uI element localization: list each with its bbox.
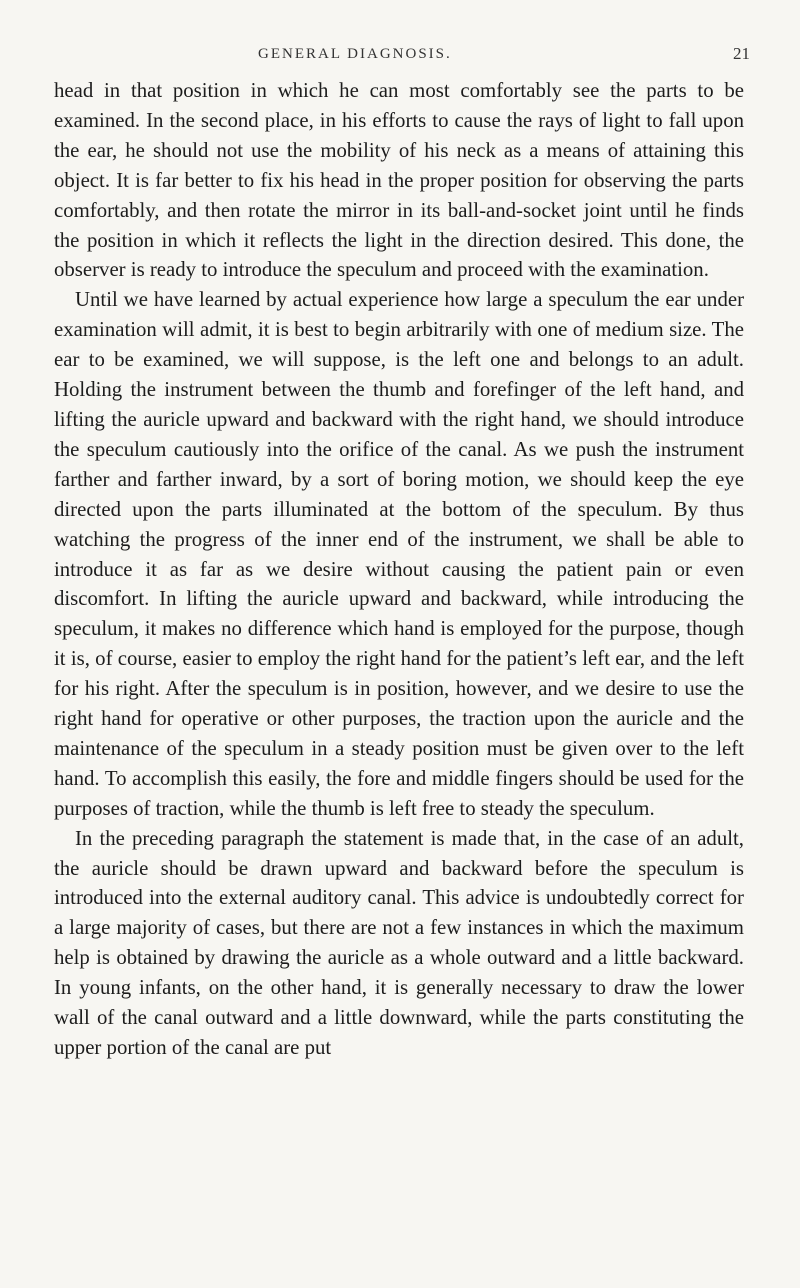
running-head-title: GENERAL DIAGNOSIS. — [258, 46, 452, 62]
body-text — [54, 76, 744, 1063]
paragraph-3: In the preceding paragraph the statement is made that, in the case of an adult, the auricle should be drawn upward and backward before the speculum is introduced into the external auditory canal. This advice is undoubtedly correct for a large majority of cases, but there are not a few instances in which the maximum help is obtained by drawing the auricle as a whole outward and a little backward. In young infants, on the other hand, it is generally necessary to draw the lower wall of the canal outward and a little downward, while the parts constituting the upper portion of the canal are put — [54, 826, 744, 1059]
paragraph-1: head in that position in which he can most comfortably see the parts to be examined. In the second place, in his efforts to cause the rays of light to fall upon the ear, he should not use the mobility of his neck as a means of attaining this object. It is far better to fix his head in the proper position for observing the parts comfortably, and then rotate the mirror in its ball-and-socket joint until he finds the position in which it reflects the light in the direction desired. This done, the observer is ready to introduce the speculum and proceed with the examination. — [54, 79, 744, 282]
page-number: 21 — [733, 44, 750, 63]
paragraph-2: Until we have learned by actual experience how large a speculum the ear under examination will admit, it is best to begin arbitrarily with one of medium size. The ear to be examined, we will suppose, is the left one and belongs to an adult. Holding the instrument between the thumb and forefinger of the left hand, and lifting the auricle upward and backward with the right hand, we should introduce the speculum cautiously into the orifice of the canal. As we push the instrument farther and farther inward, by a sort of boring motion, we should keep the eye directed upon the parts illuminated at the bottom of the speculum. By thus watching the progress of the inner end of the instrument, we shall be able to introduce it as far as we desire without causing the patient pain or even discomfort. In lifting the auricle upward and backward, while introducing the speculum, it makes no difference which hand is employed for the purpose, though it is, of course, easier to employ the right hand for the patient’s left ear, and the left for his right. After the speculum is in position, however, and we desire to use the right hand for operative or other purposes, the traction upon the auricle and the maintenance of the speculum in a steady position must be given over to the left hand. To accomplish this easily, the fore and middle fingers should be used for the purposes of traction, while the thumb is left free to steady the speculum. — [54, 288, 744, 820]
